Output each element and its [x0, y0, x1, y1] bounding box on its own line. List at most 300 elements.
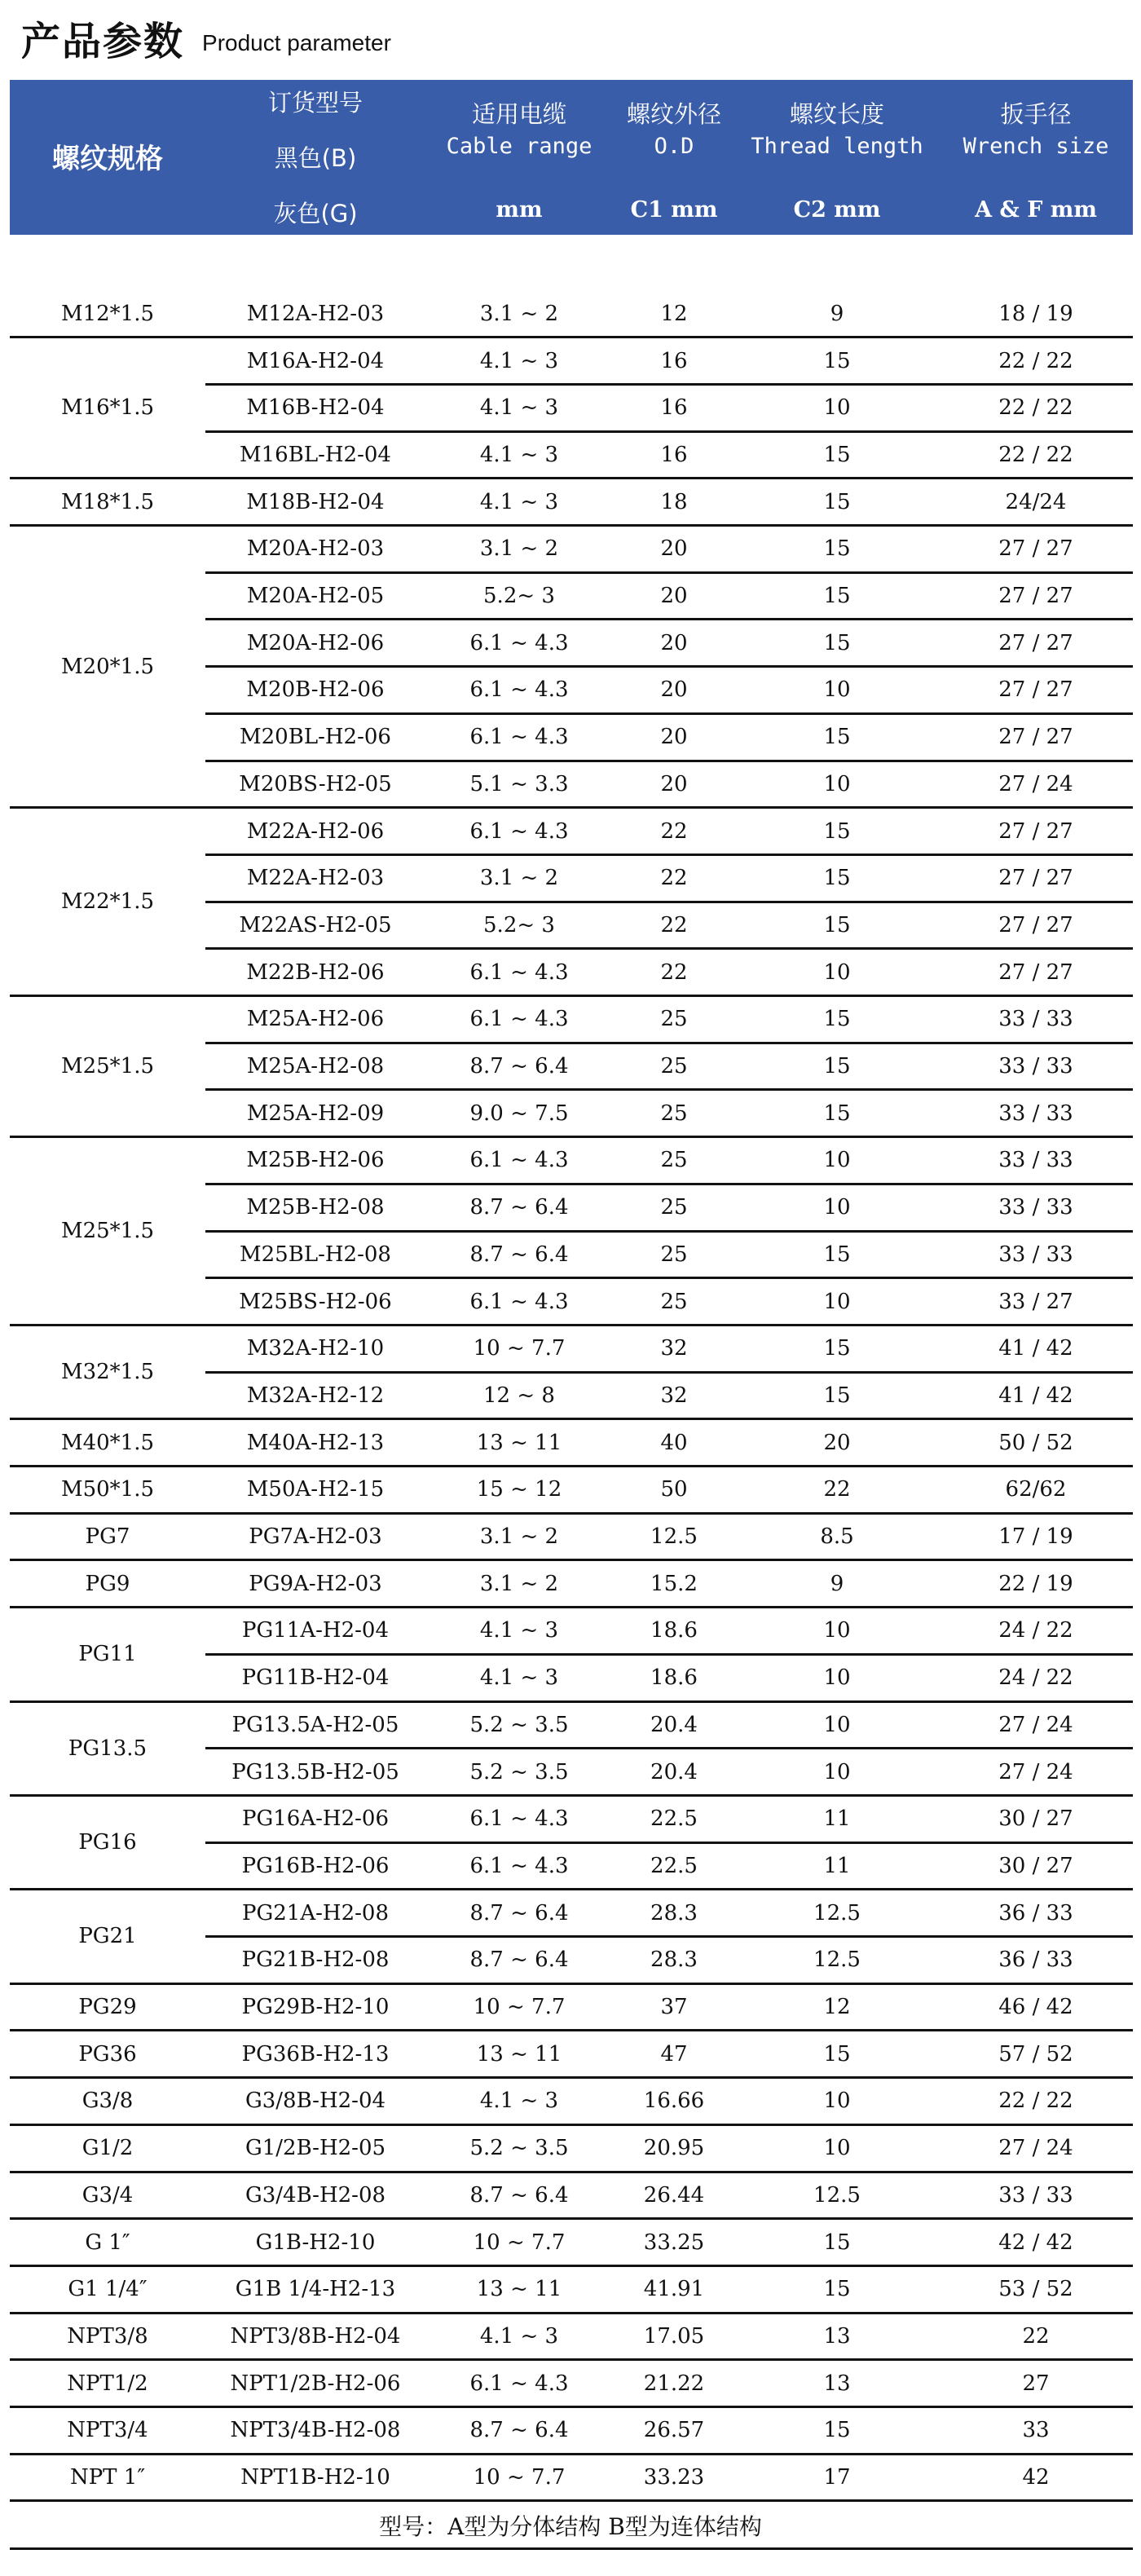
cell-wrench-size: 24 / 22: [998, 1618, 1073, 1643]
cell-cable-range: 6.1 ~ 4.3: [469, 630, 569, 655]
cell-wrench-size: 27 / 27: [998, 818, 1073, 844]
cell-od: 22.5: [650, 1853, 698, 1878]
cell-wrench-size: 41 / 42: [998, 1336, 1073, 1361]
cell-cable-range: 6.1 ~ 4.3: [469, 1148, 569, 1173]
table-row: [10, 761, 1133, 808]
cell-order-model: NPT3/8B-H2-04: [230, 2323, 401, 2349]
cell-od: 28.3: [650, 1900, 698, 1925]
cell-thread-length: 15: [823, 2230, 851, 2255]
cell-cable-range: 4.1 ~ 3: [479, 489, 559, 514]
cell-thread-length: 15: [823, 2418, 851, 2443]
cell-od: 32: [660, 1383, 688, 1408]
table-row: [10, 854, 1133, 902]
cell-wrench-size: 42 / 42: [998, 2230, 1073, 2255]
cell-od: 18.6: [650, 1665, 698, 1691]
header-wrench-unit: A & F mm: [975, 197, 1097, 223]
cell-thread-length: 10: [823, 677, 851, 703]
table-row: [10, 1325, 1133, 1372]
cell-wrench-size: 22 / 22: [998, 348, 1073, 373]
cell-order-model: M22A-H2-06: [246, 818, 385, 844]
cell-order-model: M18B-H2-04: [246, 489, 385, 514]
table-row: [10, 2313, 1133, 2360]
table-row: [10, 1278, 1133, 1325]
cell-cable-range: 10 ~ 7.7: [473, 1995, 566, 2020]
cell-thread-length: 15: [823, 1242, 851, 1267]
header-thread-en: Thread length: [751, 134, 923, 159]
table-row: [10, 384, 1133, 431]
header-od-cn: 螺纹外径: [626, 100, 721, 128]
cell-cable-range: 9.0 ~ 7.5: [469, 1101, 569, 1126]
header-wrench-cn: 扳手径: [1000, 100, 1072, 128]
cell-order-model: G1/2B-H2-05: [244, 2136, 386, 2161]
cell-thread-length: 11: [823, 1853, 851, 1878]
cell-wrench-size: 33 / 27: [998, 1289, 1073, 1314]
cell-thread-length: 15: [823, 1054, 851, 1079]
cell-order-model: G3/4B-H2-08: [244, 2182, 386, 2208]
table-row: [10, 2124, 1133, 2172]
cell-order-model: G1B 1/4-H2-13: [235, 2277, 396, 2302]
cell-wrench-size: 33 / 33: [998, 1242, 1073, 1267]
table-header: [10, 80, 1133, 235]
cell-od: 22: [660, 818, 688, 844]
thread-spec-cell: PG36: [78, 2041, 137, 2067]
cell-cable-range: 3.1 ~ 2: [479, 866, 559, 891]
cell-order-model: M20A-H2-03: [246, 536, 385, 562]
cell-wrench-size: 33 / 33: [998, 1007, 1073, 1032]
cell-thread-length: 15: [823, 630, 851, 655]
thread-spec-cell: M25*1.5: [60, 1054, 155, 1079]
header-cable-unit: mm: [496, 197, 543, 223]
table-row: [10, 1654, 1133, 1701]
cell-order-model: M25A-H2-08: [246, 1054, 385, 1079]
cell-cable-range: 10 ~ 7.7: [473, 2230, 566, 2255]
table-row: [10, 808, 1133, 855]
cell-wrench-size: 33 / 33: [998, 2182, 1073, 2208]
cell-od: 20: [660, 630, 688, 655]
cell-order-model: PG21B-H2-08: [241, 1947, 390, 1973]
cell-order-model: NPT1B-H2-10: [240, 2465, 390, 2490]
table-row: [10, 1231, 1133, 1278]
cell-thread-length: 10: [823, 1195, 851, 1220]
cell-cable-range: 4.1 ~ 3: [479, 2323, 559, 2349]
thread-spec-cell: PG9: [85, 1571, 130, 1596]
thread-spec-cell: M12*1.5: [60, 301, 155, 326]
cell-order-model: M32A-H2-12: [246, 1383, 385, 1408]
cell-wrench-size: 22 / 22: [998, 442, 1073, 467]
cell-od: 16: [660, 442, 688, 467]
cell-od: 32: [660, 1336, 688, 1361]
cell-od: 20: [660, 677, 688, 703]
cell-thread-length: 8.5: [820, 1524, 854, 1550]
cell-cable-range: 4.1 ~ 3: [479, 442, 559, 467]
cell-cable-range: 4.1 ~ 3: [479, 2089, 559, 2114]
thread-spec-cell: M20*1.5: [60, 654, 155, 679]
cell-od: 22: [660, 959, 688, 985]
cell-od: 21.22: [643, 2371, 705, 2396]
cell-od: 25: [660, 1054, 688, 1079]
thread-spec-cell: PG13.5: [68, 1736, 148, 1761]
cell-cable-range: 15 ~ 12: [476, 1477, 562, 1502]
table-row: [10, 902, 1133, 949]
cell-cable-range: 13 ~ 11: [476, 2041, 562, 2067]
table-row: [10, 1372, 1133, 1419]
thread-spec-cell: NPT3/4: [67, 2418, 148, 2443]
cell-od: 18: [660, 489, 688, 514]
thread-spec-cell: M16*1.5: [60, 395, 155, 421]
cell-od: 25: [660, 1101, 688, 1126]
table-row: [10, 526, 1133, 573]
cell-cable-range: 5.1 ~ 3.3: [469, 771, 569, 796]
table-row: [10, 2078, 1133, 2125]
cell-wrench-size: 36 / 33: [998, 1900, 1073, 1925]
thread-spec-cell: G 1″: [85, 2230, 130, 2255]
cell-cable-range: 13 ~ 11: [476, 1430, 562, 1455]
cell-order-model: PG11A-H2-04: [242, 1618, 389, 1643]
cell-order-model: M25BS-H2-06: [239, 1289, 392, 1314]
thread-spec-cell: M22*1.5: [60, 889, 155, 915]
cell-order-model: M50A-H2-15: [246, 1477, 385, 1502]
title-chinese: 产品参数: [21, 18, 185, 64]
cell-cable-range: 8.7 ~ 6.4: [469, 2182, 569, 2208]
cell-thread-length: 17: [823, 2465, 851, 2490]
cell-thread-length: 13: [823, 2371, 851, 2396]
cell-order-model: NPT3/4B-H2-08: [230, 2418, 401, 2443]
cell-od: 16: [660, 395, 688, 421]
cell-od: 20.95: [643, 2136, 705, 2161]
table-row: [10, 2407, 1133, 2455]
cell-thread-length: 15: [823, 818, 851, 844]
table-row: [10, 2031, 1133, 2078]
header-od-en: O.D: [654, 134, 694, 159]
cell-cable-range: 8.7 ~ 6.4: [469, 1054, 569, 1079]
table-row: [10, 1513, 1133, 1560]
cell-thread-length: 10: [823, 2089, 851, 2114]
cell-wrench-size: 24/24: [1005, 489, 1067, 514]
header-od-unit: C1 mm: [630, 197, 718, 223]
cell-od: 20: [660, 536, 688, 562]
cell-cable-range: 6.1 ~ 4.3: [469, 959, 569, 985]
cell-thread-length: 20: [823, 1430, 851, 1455]
cell-od: 22: [660, 912, 688, 937]
cell-wrench-size: 53 / 52: [998, 2277, 1073, 2302]
cell-thread-length: 10: [823, 959, 851, 985]
cell-od: 17.05: [643, 2323, 705, 2349]
cell-order-model: PG7A-H2-03: [249, 1524, 382, 1550]
cell-thread-length: 15: [823, 866, 851, 891]
cell-thread-length: 13: [823, 2323, 851, 2349]
thread-spec-cell: NPT3/8: [67, 2323, 148, 2349]
group-divider: [10, 2499, 1133, 2502]
cell-od: 25: [660, 1007, 688, 1032]
cell-order-model: PG21A-H2-08: [242, 1900, 389, 1925]
cell-cable-range: 8.7 ~ 6.4: [469, 1947, 569, 1973]
header-thread-cn: 螺纹长度: [789, 100, 884, 128]
cell-wrench-size: 27 / 27: [998, 630, 1073, 655]
cell-order-model: M25BL-H2-08: [240, 1242, 391, 1267]
cell-cable-range: 4.1 ~ 3: [479, 348, 559, 373]
cell-order-model: PG29B-H2-10: [241, 1995, 390, 2020]
cell-thread-length: 10: [823, 1289, 851, 1314]
cell-wrench-size: 18 / 19: [998, 301, 1073, 326]
cell-cable-range: 10 ~ 7.7: [473, 1336, 566, 1361]
cell-thread-length: 12.5: [813, 1900, 861, 1925]
thread-spec-cell: PG11: [78, 1642, 137, 1667]
thread-spec-cell: PG21: [78, 1924, 137, 1949]
table-row: [10, 949, 1133, 996]
table-row: [10, 431, 1133, 479]
cell-wrench-size: 33: [1022, 2418, 1050, 2443]
cell-thread-length: 10: [823, 1618, 851, 1643]
thread-spec-cell: M32*1.5: [60, 1360, 155, 1385]
cell-order-model: M25A-H2-09: [246, 1101, 385, 1126]
cell-order-model: M20BS-H2-05: [239, 771, 392, 796]
cell-order-model: M22B-H2-06: [246, 959, 385, 985]
cell-order-model: M25B-H2-08: [246, 1195, 385, 1220]
footnote: 型号：A型为分体结构 B型为连体结构: [379, 2512, 762, 2540]
cell-wrench-size: 46 / 42: [998, 1995, 1073, 2020]
table-row: [10, 479, 1133, 526]
cell-od: 16.66: [643, 2089, 705, 2114]
cell-order-model: M32A-H2-10: [246, 1336, 385, 1361]
thread-spec-cell: G1 1/4″: [68, 2277, 148, 2302]
cell-wrench-size: 36 / 33: [998, 1947, 1073, 1973]
cell-od: 28.3: [650, 1947, 698, 1973]
cell-thread-length: 12: [823, 1995, 851, 2020]
cell-wrench-size: 27 / 27: [998, 584, 1073, 609]
cell-cable-range: 6.1 ~ 4.3: [469, 1806, 569, 1832]
cell-od: 37: [660, 1995, 688, 2020]
cell-wrench-size: 27 / 24: [998, 771, 1073, 796]
thread-spec-cell: PG7: [85, 1524, 130, 1550]
cell-wrench-size: 57 / 52: [998, 2041, 1073, 2067]
cell-order-model: M25B-H2-06: [246, 1148, 385, 1173]
cell-od: 16: [660, 348, 688, 373]
header-wrench-en: Wrench size: [963, 134, 1109, 159]
thread-spec-cell: M50*1.5: [60, 1477, 155, 1502]
table-row: [10, 1137, 1133, 1184]
cell-wrench-size: 33 / 33: [998, 1148, 1073, 1173]
cell-cable-range: 4.1 ~ 3: [479, 1618, 559, 1643]
cell-od: 50: [660, 1477, 688, 1502]
cell-order-model: M20A-H2-05: [246, 584, 385, 609]
cell-od: 12.5: [650, 1524, 698, 1550]
cell-thread-length: 15: [823, 2041, 851, 2067]
cell-cable-range: 6.1 ~ 4.3: [469, 1007, 569, 1032]
cell-cable-range: 5.2~ 3: [483, 584, 555, 609]
table-row: [10, 337, 1133, 385]
cell-order-model: M20BL-H2-06: [240, 725, 391, 750]
cell-order-model: M22AS-H2-05: [239, 912, 392, 937]
cell-cable-range: 10 ~ 7.7: [473, 2465, 566, 2490]
table-row: [10, 1701, 1133, 1749]
table-row: [10, 2219, 1133, 2266]
cell-thread-length: 15: [823, 489, 851, 514]
cell-cable-range: 8.7 ~ 6.4: [469, 1900, 569, 1925]
cell-order-model: M20A-H2-06: [246, 630, 385, 655]
cell-cable-range: 5.2 ~ 3.5: [469, 2136, 569, 2161]
table-row: [10, 1608, 1133, 1655]
cell-wrench-size: 33 / 33: [998, 1054, 1073, 1079]
cell-thread-length: 10: [823, 2136, 851, 2161]
cell-cable-range: 3.1 ~ 2: [479, 536, 559, 562]
cell-order-model: PG16B-H2-06: [241, 1853, 390, 1878]
page-title: [21, 8, 391, 67]
table-row: [10, 572, 1133, 620]
cell-order-model: M22A-H2-03: [246, 866, 385, 891]
cell-wrench-size: 22 / 19: [998, 1571, 1073, 1596]
cell-thread-length: 15: [823, 912, 851, 937]
table-row: [10, 996, 1133, 1043]
cell-thread-length: 15: [823, 1007, 851, 1032]
table-row: [10, 1842, 1133, 1890]
table-row: [10, 1419, 1133, 1467]
cell-cable-range: 3.1 ~ 2: [479, 1571, 559, 1596]
cell-thread-length: 15: [823, 536, 851, 562]
cell-wrench-size: 27 / 27: [998, 725, 1073, 750]
cell-order-model: M16BL-H2-04: [240, 442, 391, 467]
cell-wrench-size: 27 / 27: [998, 866, 1073, 891]
thread-spec-cell: NPT1/2: [67, 2371, 148, 2396]
cell-cable-range: 3.1 ~ 2: [479, 301, 559, 326]
cell-wrench-size: 27 / 27: [998, 959, 1073, 985]
cell-thread-length: 10: [823, 1759, 851, 1784]
cell-cable-range: 8.7 ~ 6.4: [469, 2418, 569, 2443]
thread-spec-cell: G1/2: [82, 2136, 134, 2161]
cell-od: 20: [660, 725, 688, 750]
cell-cable-range: 4.1 ~ 3: [479, 1665, 559, 1691]
thread-spec-cell: PG16: [78, 1830, 137, 1855]
cell-thread-length: 10: [823, 395, 851, 421]
cell-thread-length: 15: [823, 348, 851, 373]
title-english: Product parameter: [202, 30, 391, 55]
thread-spec-cell: M25*1.5: [60, 1218, 155, 1243]
cell-thread-length: 15: [823, 725, 851, 750]
cell-od: 40: [660, 1430, 688, 1455]
cell-wrench-size: 42: [1022, 2465, 1050, 2490]
cell-order-model: PG9A-H2-03: [249, 1571, 382, 1596]
header-order-black: 黑色(B): [274, 144, 357, 172]
table-row: [10, 667, 1133, 714]
table-row: [10, 1890, 1133, 1937]
cell-order-model: NPT1/2B-H2-06: [230, 2371, 401, 2396]
cell-od: 33.25: [643, 2230, 705, 2255]
cell-cable-range: 13 ~ 11: [476, 2277, 562, 2302]
cell-order-model: PG11B-H2-04: [241, 1665, 390, 1691]
header-cable-en: Cable range: [446, 134, 593, 159]
cell-order-model: PG16A-H2-06: [242, 1806, 389, 1832]
cell-thread-length: 15: [823, 1336, 851, 1361]
cell-od: 25: [660, 1195, 688, 1220]
thread-spec-cell: NPT 1″: [69, 2465, 146, 2490]
table-row: [10, 1184, 1133, 1231]
table-row: [10, 713, 1133, 761]
cell-cable-range: 3.1 ~ 2: [479, 1524, 559, 1550]
cell-wrench-size: 30 / 27: [998, 1806, 1073, 1832]
cell-cable-range: 6.1 ~ 4.3: [469, 1289, 569, 1314]
cell-wrench-size: 27: [1022, 2371, 1050, 2396]
cell-wrench-size: 17 / 19: [998, 1524, 1073, 1550]
thread-spec-cell: M18*1.5: [60, 489, 155, 514]
cell-order-model: M20B-H2-06: [246, 677, 385, 703]
cell-wrench-size: 27 / 27: [998, 677, 1073, 703]
cell-order-model: G3/8B-H2-04: [244, 2089, 386, 2114]
bottom-rule: [10, 2547, 1133, 2550]
cell-cable-range: 5.2~ 3: [483, 912, 555, 937]
cell-od: 22: [660, 866, 688, 891]
cell-od: 20: [660, 584, 688, 609]
cell-wrench-size: 27 / 24: [998, 1712, 1073, 1737]
cell-cable-range: 5.2 ~ 3.5: [469, 1712, 569, 1737]
cell-thread-length: 12.5: [813, 2182, 861, 2208]
header-cable-cn: 适用电缆: [471, 100, 566, 128]
cell-wrench-size: 62/62: [1005, 1477, 1067, 1502]
table-row: [10, 2172, 1133, 2219]
cell-cable-range: 8.7 ~ 6.4: [469, 1242, 569, 1267]
cell-order-model: M16A-H2-04: [246, 348, 385, 373]
cell-wrench-size: 30 / 27: [998, 1853, 1073, 1878]
cell-od: 41.91: [643, 2277, 705, 2302]
cell-thread-length: 10: [823, 1712, 851, 1737]
cell-od: 12: [660, 301, 688, 326]
cell-wrench-size: 33 / 33: [998, 1195, 1073, 1220]
thread-spec-cell: PG29: [78, 1995, 137, 2020]
cell-wrench-size: 24 / 22: [998, 1665, 1073, 1691]
cell-cable-range: 6.1 ~ 4.3: [469, 2371, 569, 2396]
cell-order-model: M25A-H2-06: [246, 1007, 385, 1032]
cell-order-model: PG13.5B-H2-05: [231, 1759, 399, 1784]
cell-wrench-size: 41 / 42: [998, 1383, 1073, 1408]
cell-cable-range: 8.7 ~ 6.4: [469, 1195, 569, 1220]
cell-od: 25: [660, 1242, 688, 1267]
table-row: [10, 1937, 1133, 1984]
cell-od: 15.2: [650, 1571, 698, 1596]
cell-od: 25: [660, 1289, 688, 1314]
cell-od: 26.44: [643, 2182, 705, 2208]
header-spec: 螺纹规格: [52, 143, 163, 175]
cell-thread-length: 22: [823, 1477, 851, 1502]
cell-thread-length: 9: [830, 1571, 844, 1596]
table-row: [10, 2454, 1133, 2501]
cell-wrench-size: 50 / 52: [998, 1430, 1073, 1455]
table-row: [10, 2265, 1133, 2313]
cell-od: 26.57: [643, 2418, 705, 2443]
table-row: [10, 1043, 1133, 1090]
cell-od: 47: [660, 2041, 688, 2067]
cell-wrench-size: 22: [1022, 2323, 1050, 2349]
thread-spec-cell: M40*1.5: [60, 1430, 155, 1455]
cell-cable-range: 5.2 ~ 3.5: [469, 1759, 569, 1784]
cell-wrench-size: 27 / 24: [998, 2136, 1073, 2161]
cell-wrench-size: 33 / 33: [998, 1101, 1073, 1126]
cell-wrench-size: 22 / 22: [998, 2089, 1073, 2114]
cell-thread-length: 10: [823, 1665, 851, 1691]
thread-spec-cell: G3/4: [82, 2182, 134, 2208]
cell-thread-length: 15: [823, 2277, 851, 2302]
cell-od: 20.4: [650, 1759, 698, 1784]
cell-thread-length: 11: [823, 1806, 851, 1832]
header-order-grey: 灰色(G): [273, 200, 358, 227]
table-row: [10, 1467, 1133, 1514]
table-row: [10, 620, 1133, 667]
cell-order-model: M40A-H2-13: [246, 1430, 385, 1455]
cell-wrench-size: 27 / 27: [998, 912, 1073, 937]
cell-wrench-size: 27 / 27: [998, 536, 1073, 562]
cell-thread-length: 12.5: [813, 1947, 861, 1973]
cell-wrench-size: 22 / 22: [998, 395, 1073, 421]
cell-thread-length: 15: [823, 584, 851, 609]
cell-wrench-size: 27 / 24: [998, 1759, 1073, 1784]
thread-spec-cell: G3/8: [82, 2089, 134, 2114]
